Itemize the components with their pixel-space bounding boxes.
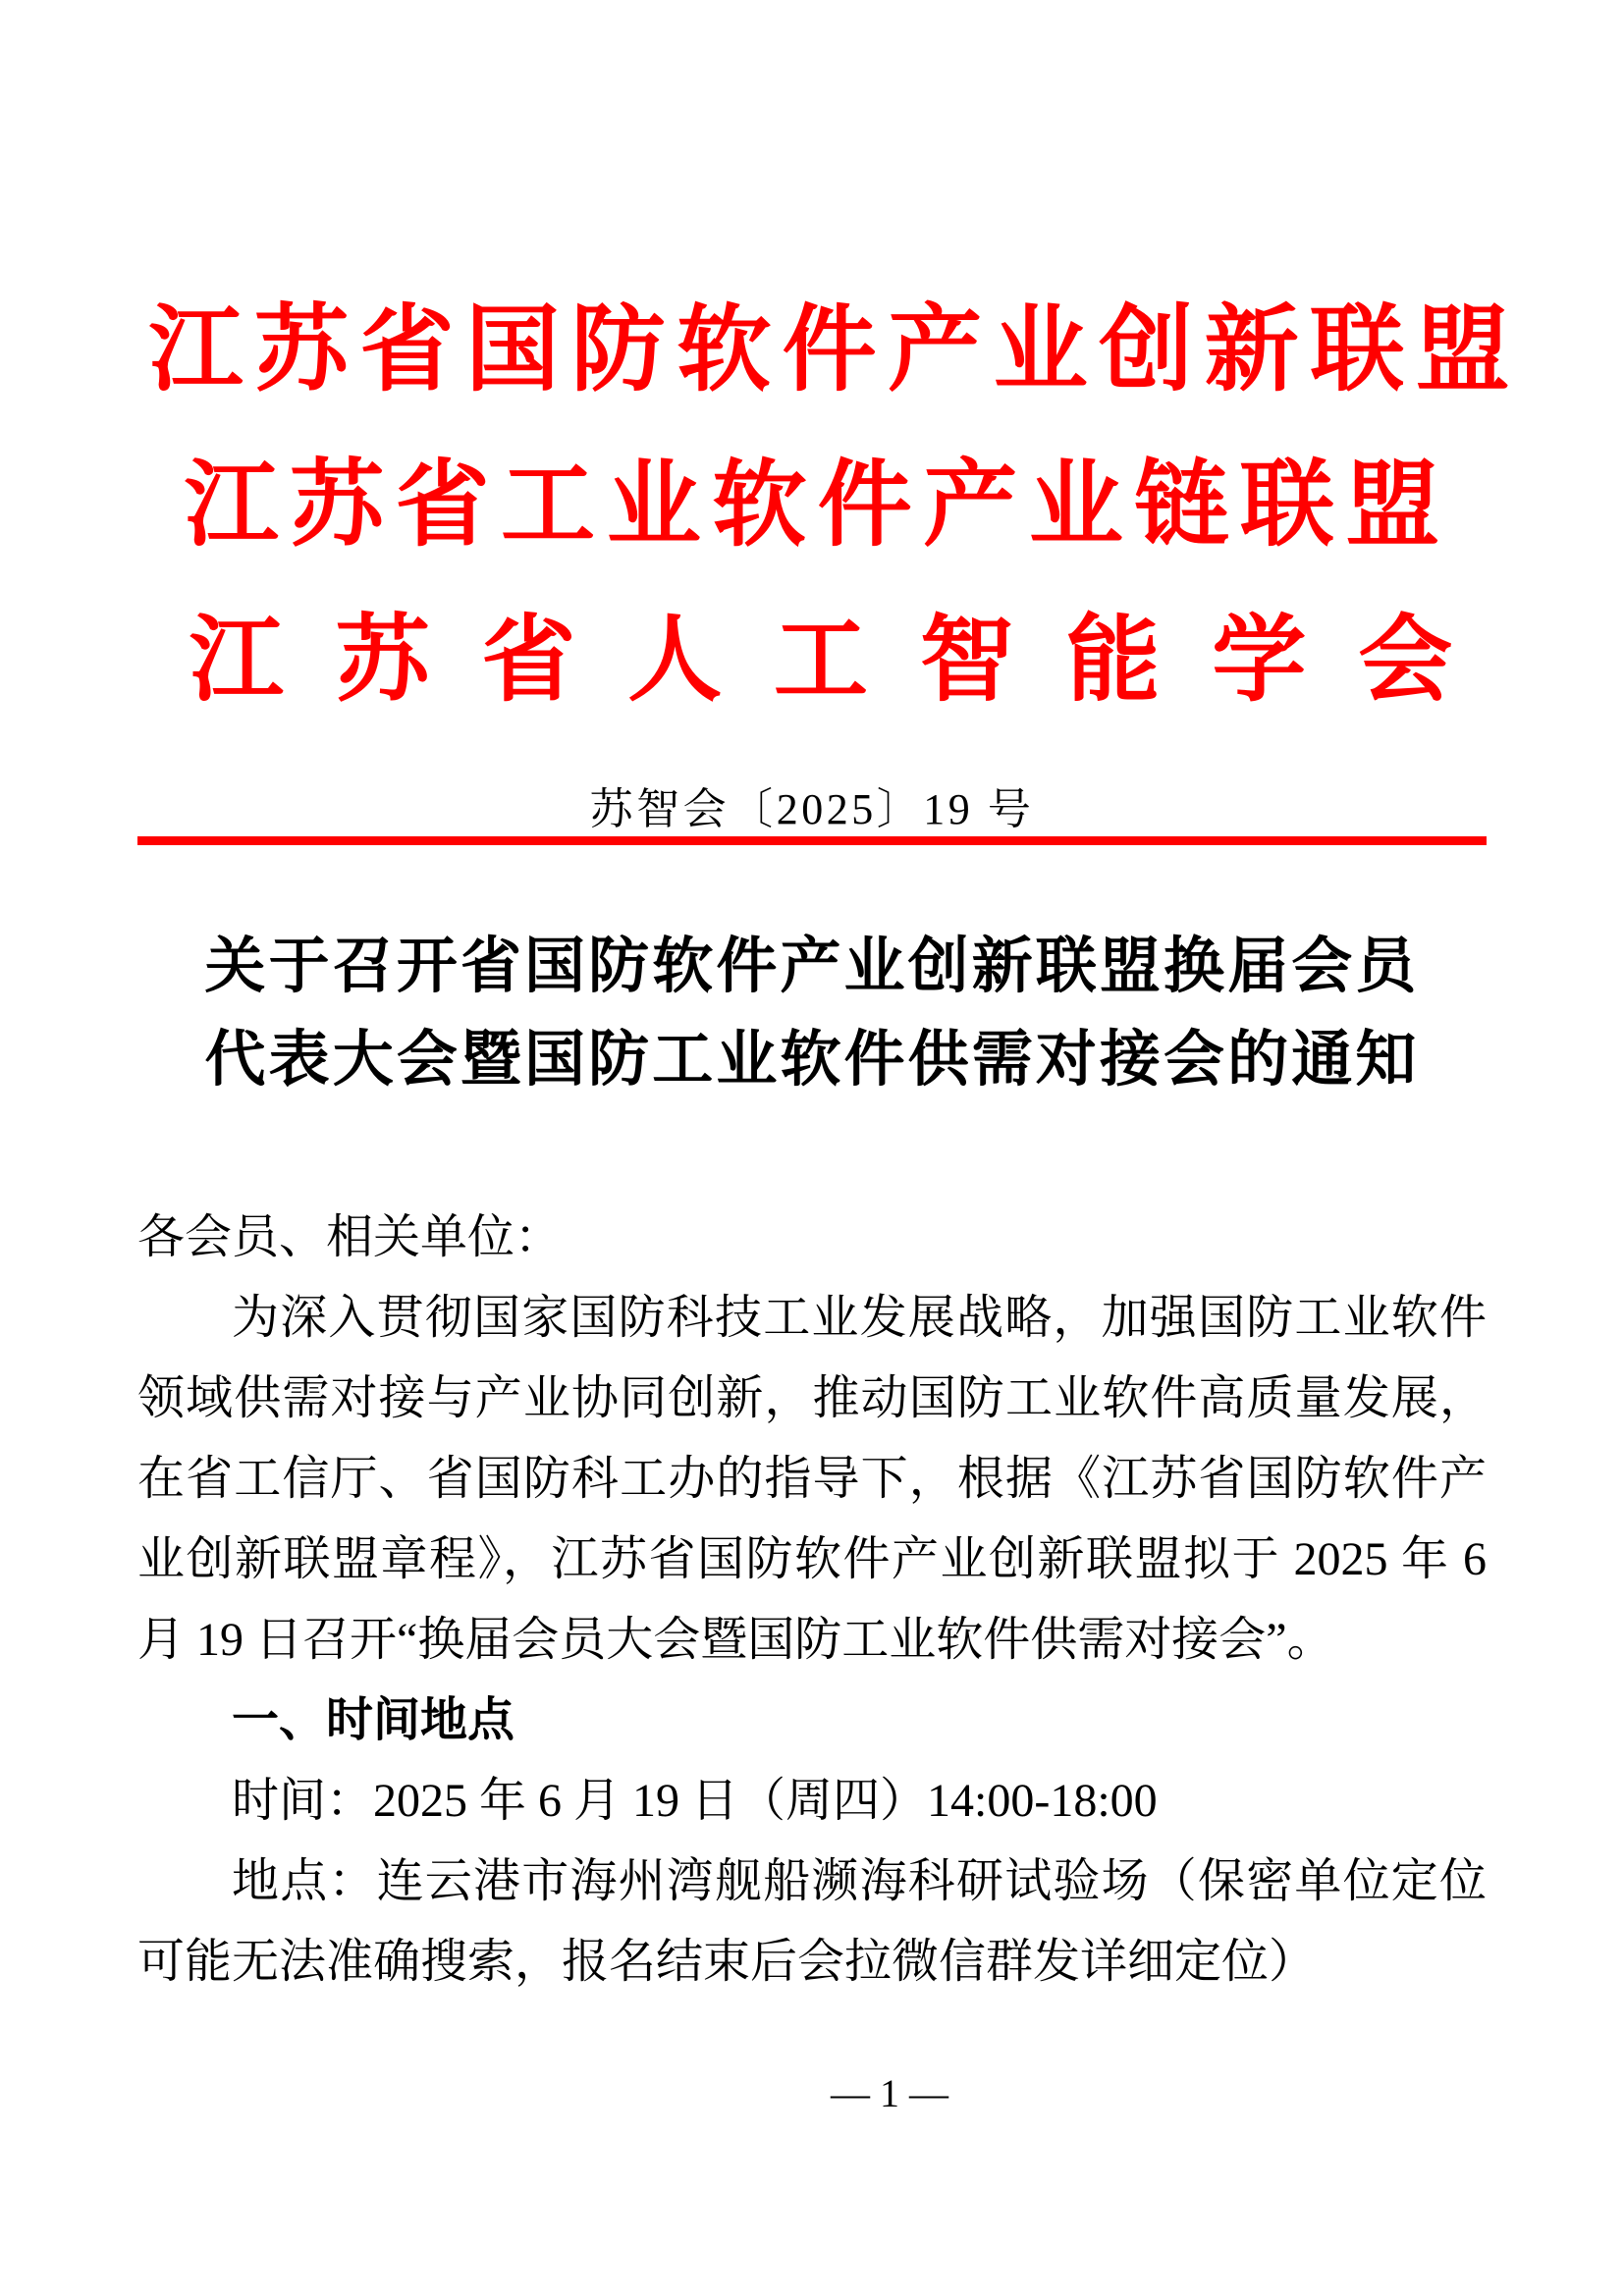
meeting-place-line: 地点：连云港市海州湾舰船濒海科研试验场（保密单位定位可能无法准确搜索，报名结束后会拉微信群发详细定位）: [137, 1855, 1487, 1988]
section-heading-time-place: 一、时间地点: [232, 1694, 515, 1746]
intro-paragraph: 为深入贯彻国家国防科技工业发展战略，加强国防工业软件领域供需对接与产业协同创新，推动国防工业软件高质量发展，在省工信厅、省国防科工办的指导下，根据《江苏省国防软件产业创新联盟章程》，江苏省国防软件产业创新联盟拟于 2025 年 6 月 19 日召开“换届会员大会暨国防工业软件供需对接会”。: [137, 1292, 1487, 1666]
org-name-industrial-software-alliance: 江苏省工业软件产业链联盟: [184, 453, 1451, 558]
document-number: 苏智会〔2025〕19 号: [589, 785, 1035, 833]
document-body: [137, 1198, 1487, 2002]
red-divider-rule: [137, 836, 1487, 845]
page-number: — 1 —: [831, 2071, 948, 2115]
document-title-line2: 代表大会暨国防工业软件供需对接会的通知: [204, 1027, 1420, 1094]
salutation-line: 各会员、相关单位：: [137, 1211, 563, 1263]
org-name-defense-software-alliance: 江苏省国防软件产业创新联盟: [148, 297, 1522, 402]
letterhead: [137, 273, 1522, 738]
document-title-line1: 关于召开省国防软件产业创新联盟换届会员: [204, 934, 1420, 1000]
document-title: [137, 921, 1487, 1107]
meeting-time-line: 时间：2025 年 6 月 19 日（周四）14:00-18:00: [232, 1775, 1158, 1827]
org-name-ai-society: 江苏省人工智能学会: [189, 608, 1504, 713]
